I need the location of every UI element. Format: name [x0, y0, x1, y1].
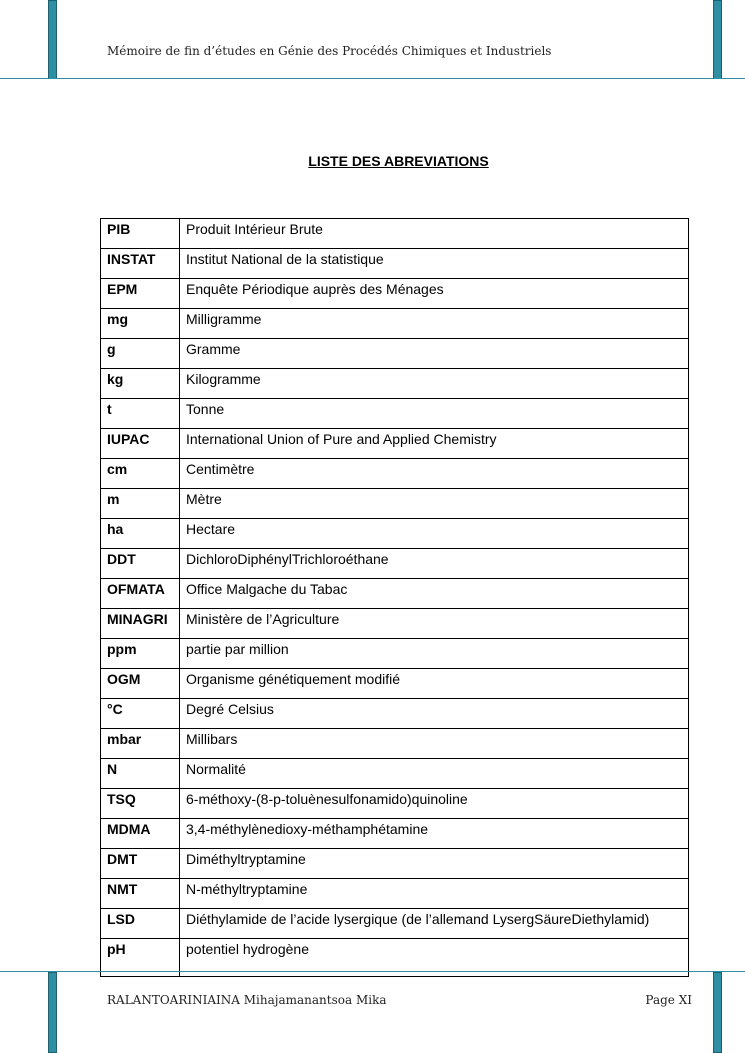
footer-right-bar — [713, 972, 722, 1053]
meaning-cell: DichloroDiphénylTrichloroéthane — [180, 549, 689, 579]
table-row — [101, 849, 689, 879]
abbreviation-cell: PIB — [101, 219, 180, 249]
abbreviation-cell: MDMA — [101, 819, 180, 849]
meaning-cell: International Union of Pure and Applied Chemistry — [180, 429, 689, 459]
meaning-cell: Millibars — [180, 729, 689, 759]
table-row — [101, 819, 689, 849]
table-row — [101, 729, 689, 759]
table-row — [101, 369, 689, 399]
abbreviation-cell: OGM — [101, 669, 180, 699]
meaning-cell: 6-méthoxy-(8-p-toluènesulfonamido)quinoline — [180, 789, 689, 819]
meaning-cell: Produit Intérieur Brute — [180, 219, 689, 249]
footer-author: RALANTOARINIAINA Mihajamanantsoa Mika — [107, 993, 387, 1007]
table-row — [101, 909, 689, 939]
meaning-cell: Diéthylamide de l’acide lysergique (de l’allemand LysergSäureDiethylamid) — [180, 909, 689, 939]
abbreviation-cell: pH — [101, 939, 180, 977]
table-row — [101, 219, 689, 249]
table-row — [101, 339, 689, 369]
header-right-bar — [713, 0, 722, 79]
abbreviation-cell: EPM — [101, 279, 180, 309]
header-rule — [0, 78, 745, 79]
meaning-cell: Mètre — [180, 489, 689, 519]
abbreviation-cell: ha — [101, 519, 180, 549]
abbreviation-cell: OFMATA — [101, 579, 180, 609]
table-row — [101, 759, 689, 789]
abbreviation-cell: ppm — [101, 639, 180, 669]
abbreviation-cell: IUPAC — [101, 429, 180, 459]
abbreviation-cell: t — [101, 399, 180, 429]
table-row — [101, 279, 689, 309]
header-title: Mémoire de fin d’études en Génie des Procédés Chimiques et Industriels — [107, 44, 552, 58]
abbreviation-cell: mg — [101, 309, 180, 339]
table-row — [101, 579, 689, 609]
page-title: LISTE DES ABREVIATIONS — [308, 153, 489, 169]
table-row — [101, 609, 689, 639]
meaning-cell: Milligramme — [180, 309, 689, 339]
table-row — [101, 309, 689, 339]
footer-left-bar — [48, 972, 57, 1053]
meaning-cell: Enquête Périodique auprès des Ménages — [180, 279, 689, 309]
abbreviation-cell: INSTAT — [101, 249, 180, 279]
abbreviation-cell: mbar — [101, 729, 180, 759]
meaning-cell: Tonne — [180, 399, 689, 429]
header-left-bar — [48, 0, 57, 79]
table-row — [101, 879, 689, 909]
table-row — [101, 549, 689, 579]
meaning-cell: Ministère de l’Agriculture — [180, 609, 689, 639]
abbreviation-cell: TSQ — [101, 789, 180, 819]
meaning-cell: Degré Celsius — [180, 699, 689, 729]
table-row — [101, 459, 689, 489]
meaning-cell: Organisme génétiquement modifié — [180, 669, 689, 699]
meaning-cell: Diméthyltryptamine — [180, 849, 689, 879]
abbreviation-cell: kg — [101, 369, 180, 399]
meaning-cell: Normalité — [180, 759, 689, 789]
abbreviation-cell: MINAGRI — [101, 609, 180, 639]
meaning-cell: potentiel hydrogène — [180, 939, 689, 977]
abbreviation-cell: N — [101, 759, 180, 789]
meaning-cell: Gramme — [180, 339, 689, 369]
footer-rule — [0, 971, 745, 972]
meaning-cell: Kilogramme — [180, 369, 689, 399]
meaning-cell: Hectare — [180, 519, 689, 549]
meaning-cell: 3,4-méthylènedioxy-méthamphétamine — [180, 819, 689, 849]
meaning-cell: Institut National de la statistique — [180, 249, 689, 279]
abbreviation-cell: DDT — [101, 549, 180, 579]
abbreviations-table — [100, 218, 689, 977]
meaning-cell: Centimètre — [180, 459, 689, 489]
table-row — [101, 519, 689, 549]
abbreviation-cell: cm — [101, 459, 180, 489]
table-row — [101, 249, 689, 279]
table-row — [101, 669, 689, 699]
table-row — [101, 429, 689, 459]
abbreviation-cell: NMT — [101, 879, 180, 909]
table-row — [101, 699, 689, 729]
table-row — [101, 639, 689, 669]
meaning-cell: N-méthyltryptamine — [180, 879, 689, 909]
meaning-cell: Office Malgache du Tabac — [180, 579, 689, 609]
abbreviation-cell: m — [101, 489, 180, 519]
abbreviation-cell: g — [101, 339, 180, 369]
abbreviation-cell: °C — [101, 699, 180, 729]
abbreviation-cell: LSD — [101, 909, 180, 939]
table-row — [101, 399, 689, 429]
table-row — [101, 489, 689, 519]
abbreviation-cell: DMT — [101, 849, 180, 879]
page-number: Page XI — [645, 993, 692, 1007]
table-row — [101, 789, 689, 819]
meaning-cell: partie par million — [180, 639, 689, 669]
